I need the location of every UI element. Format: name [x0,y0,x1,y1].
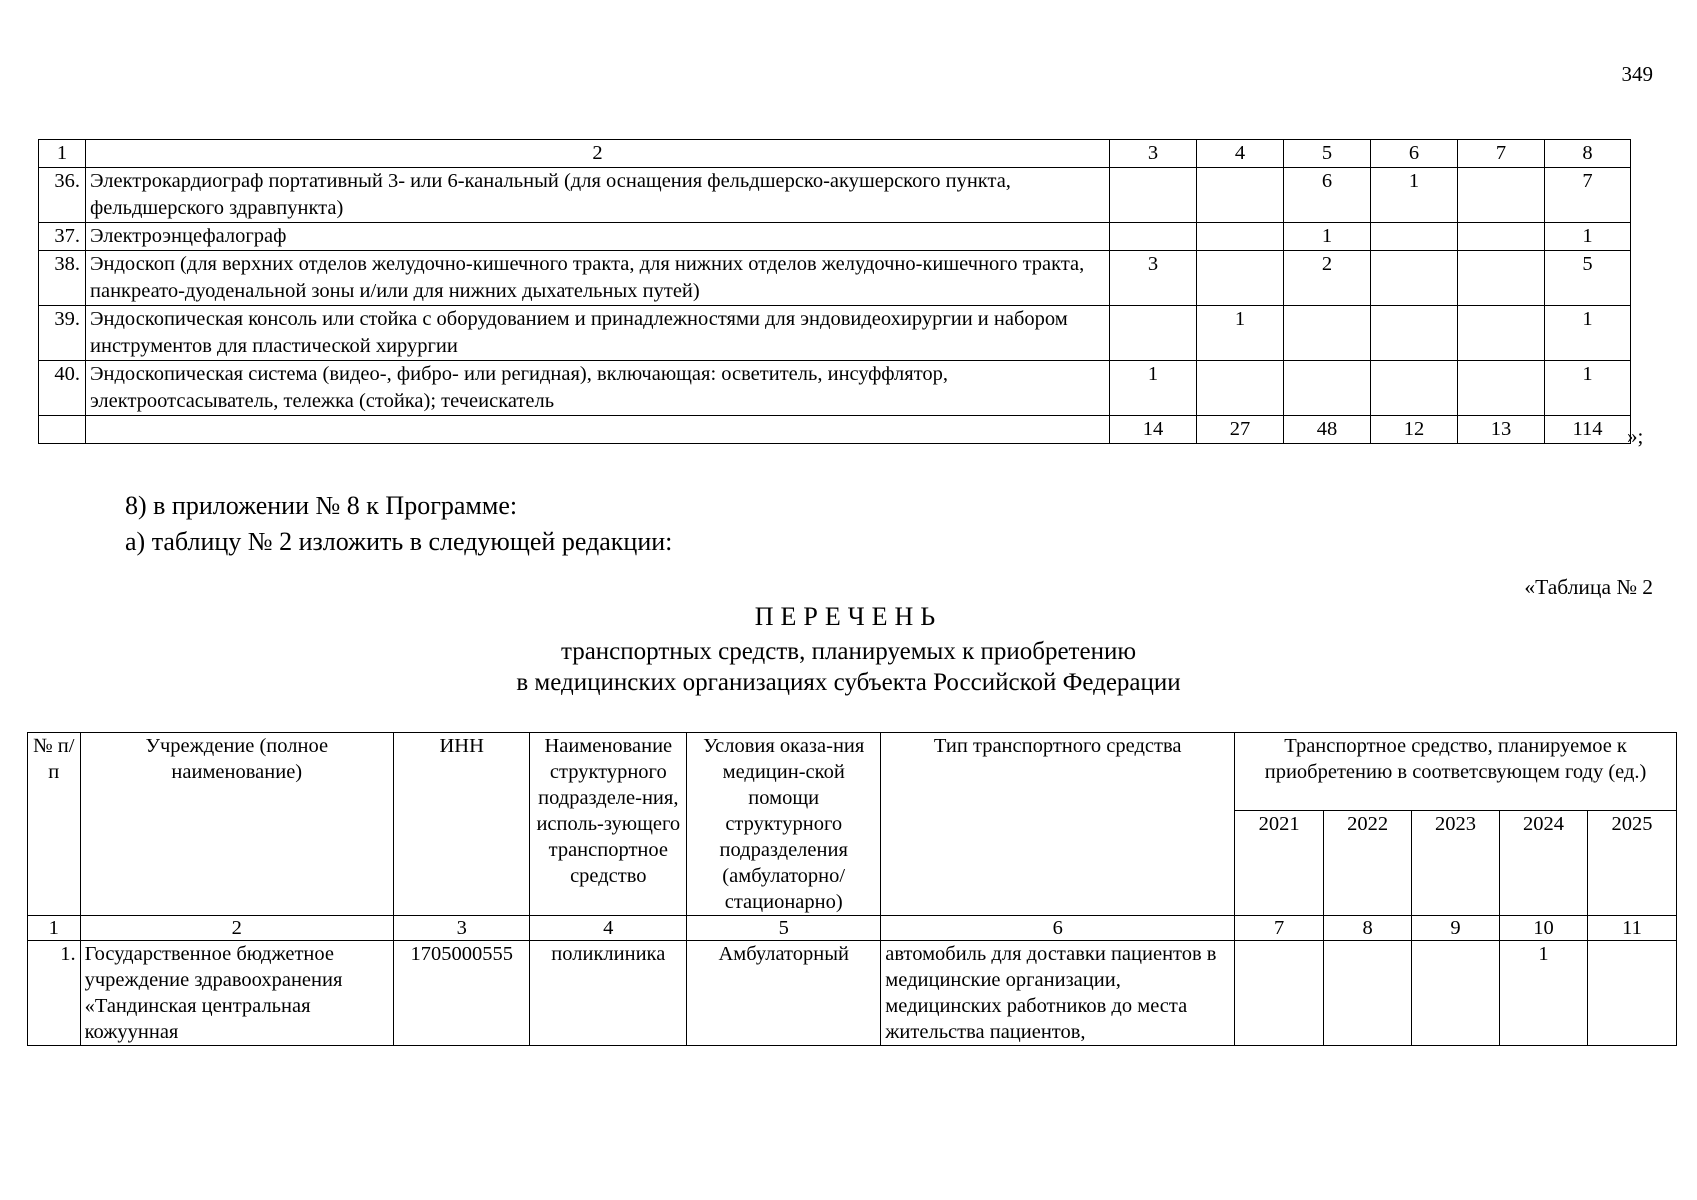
equipment-name: Эндоскопическая консоль или стойка с оборудованием и принадлежностями для эндовидеохирургии и набором инструментов для пластической хирургии [86,306,1110,361]
year-value [1324,941,1412,1046]
cell-value [1110,168,1197,223]
column-number: 6 [1371,140,1458,168]
row-number: 1. [28,941,81,1046]
total-value: 13 [1458,416,1545,444]
header-institution: Учреждение (полное наименование) [80,733,393,916]
total-value: 48 [1284,416,1371,444]
paragraph: 8) в приложении № 8 к Программе: [125,491,518,520]
cell-value [1458,306,1545,361]
cell-value: 2 [1284,251,1371,306]
cell-value [1284,306,1371,361]
page-number: 349 [1621,62,1653,86]
cell-value [1458,251,1545,306]
vehicle-type-value: автомобиль для доставки пациентов в медицинские организации, медицинских работников до места жительства пациентов, [881,941,1235,1046]
header-inn: ИНН [393,733,529,916]
row-number: 39. [39,306,86,361]
header-conditions: Условия оказа-ния медицин-ской помощи структурного подразделения (амбулаторно/ стационарно) [687,733,881,916]
table-row [39,361,1631,416]
equipment-name: Эндоскопическая система (видео-, фибро- или регидная), включающая: осветитель, инсуффлятор, электроотсасыватель, тележка (стойка); течеискатель [86,361,1110,416]
cell-value: 1 [1110,361,1197,416]
cell-value: 3 [1110,251,1197,306]
year-value: 1 [1500,941,1588,1046]
column-number: 6 [881,916,1235,941]
cell-value [1110,223,1197,251]
column-index-row [28,916,1677,941]
equipment-table [38,139,1631,444]
year-value [1587,941,1676,1046]
total-value: 14 [1110,416,1197,444]
cell-value: 1 [1284,223,1371,251]
table-row [39,306,1631,361]
row-number: 37. [39,223,86,251]
cell-value: 1 [1197,306,1284,361]
total-value: 12 [1371,416,1458,444]
cell-value [1371,306,1458,361]
column-number: 3 [393,916,529,941]
cell-value [1284,361,1371,416]
header-year: 2025 [1587,811,1676,916]
cell-value [1197,168,1284,223]
cell-value [1110,306,1197,361]
header-year: 2024 [1500,811,1588,916]
column-number: 5 [1284,140,1371,168]
document-subtitle: транспортных средств, планируемых к приобретению [560,638,1137,665]
column-number: 10 [1500,916,1588,941]
transport-table [27,732,1677,1046]
cell-value: 6 [1284,168,1371,223]
table-row [28,941,1677,1046]
closing-quote: »; [1627,424,1644,448]
header-unit: Наименование структурного подразделе-ния, исполь-зующего транспортное средство [530,733,687,916]
table-row [39,251,1631,306]
column-number: 2 [80,916,393,941]
row-number: 36. [39,168,86,223]
cell-value [1458,168,1545,223]
table-row [39,223,1631,251]
cell-value: 5 [1545,251,1631,306]
cell-value: 1 [1545,306,1631,361]
year-value [1412,941,1500,1046]
table-header-row [28,733,1677,811]
document-subtitle: в медицинских организациях субъекта Российской Федерации [516,669,1181,696]
column-number: 1 [28,916,81,941]
cell-value [1458,223,1545,251]
conditions-value: Амбулаторный [687,941,881,1046]
column-number: 7 [1235,916,1324,941]
empty-cell [86,416,1110,444]
cell-value: 1 [1545,361,1631,416]
row-number: 40. [39,361,86,416]
column-number: 11 [1587,916,1676,941]
total-value: 27 [1197,416,1284,444]
equipment-name: Электроэнцефалограф [86,223,1110,251]
column-number: 8 [1545,140,1631,168]
equipment-name: Электрокардиограф портативный 3- или 6-канальный (для оснащения фельдшерско-акушерского пункта, фельдшерского здравпункта) [86,168,1110,223]
cell-value [1458,361,1545,416]
cell-value [1197,223,1284,251]
column-number: 2 [86,140,1110,168]
table-row [39,168,1631,223]
header-vehicle-type: Тип транспортного средства [881,733,1235,916]
unit-name: поликлиника [530,941,687,1046]
column-number: 1 [39,140,86,168]
column-number: 9 [1412,916,1500,941]
equipment-name: Эндоскоп (для верхних отделов желудочно-кишечного тракта, для нижних отделов желудочно-кишечного тракта, панкреато-дуоденальной зоны и/или для нижних дыхательных путей) [86,251,1110,306]
header-num: № п/п [28,733,81,916]
cell-value: 1 [1545,223,1631,251]
column-number: 3 [1110,140,1197,168]
column-number: 5 [687,916,881,941]
total-value: 114 [1545,416,1631,444]
year-value [1235,941,1324,1046]
document-title: ПЕРЕЧЕНЬ [754,602,943,631]
cell-value [1371,251,1458,306]
cell-value [1197,251,1284,306]
cell-value [1371,361,1458,416]
column-number: 4 [1197,140,1284,168]
empty-cell [39,416,86,444]
institution-name: Государственное бюджетное учреждение здравоохранения «Тандинская центральная кожуунная [80,941,393,1046]
column-number: 8 [1324,916,1412,941]
header-planned-group: Транспортное средство, планируемое к приобретению в соответсвующем году (ед.) [1235,733,1677,811]
paragraph: а) таблицу № 2 изложить в следующей редакции: [125,527,673,556]
totals-row [39,416,1631,444]
table-reference: «Таблица № 2 [1524,575,1653,599]
header-year: 2021 [1235,811,1324,916]
cell-value [1197,361,1284,416]
cell-value: 1 [1371,168,1458,223]
row-number: 38. [39,251,86,306]
inn-value: 1705000555 [393,941,529,1046]
column-number: 7 [1458,140,1545,168]
header-year: 2022 [1324,811,1412,916]
column-number: 4 [530,916,687,941]
table-header-row [39,140,1631,168]
cell-value [1371,223,1458,251]
header-year: 2023 [1412,811,1500,916]
cell-value: 7 [1545,168,1631,223]
